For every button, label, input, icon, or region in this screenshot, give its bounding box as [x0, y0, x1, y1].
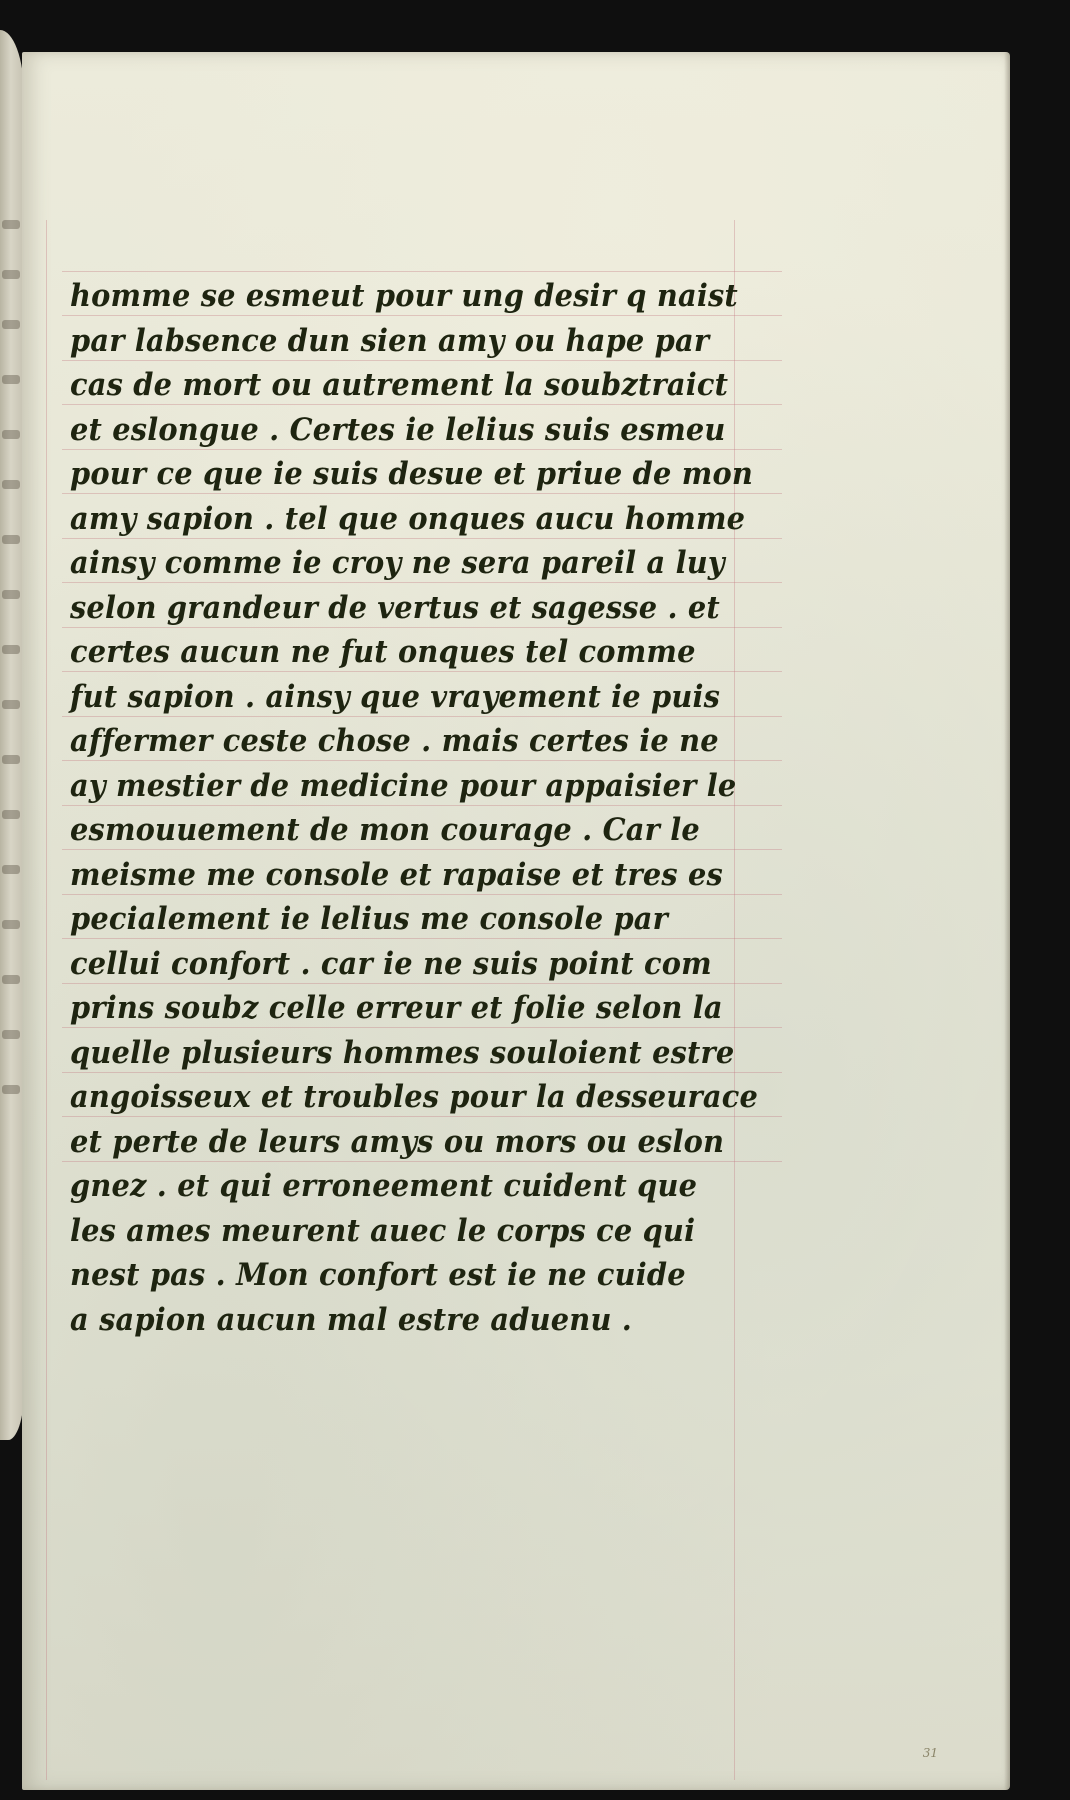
facing-text-fragment [2, 270, 20, 279]
facing-text-fragment [2, 1030, 20, 1039]
text-line: pour ce que ie suis desue et priue de mon [70, 456, 754, 492]
text-line: a sapion aucun mal estre aduenu . [70, 1301, 633, 1338]
text-line: selon grandeur de vertus et sagesse . et [70, 589, 720, 626]
facing-text-fragment [2, 320, 20, 329]
facing-text-fragment [2, 1085, 20, 1094]
facing-text-fragment [2, 700, 20, 709]
text-line: par labsence dun sien amy ou hape par [70, 322, 710, 359]
facing-text-fragment [2, 865, 20, 874]
ruling-line [62, 271, 782, 272]
text-line: certes aucun ne fut onques tel comme [70, 634, 696, 670]
text-line: gnez . et qui erroneement cuident que [70, 1168, 698, 1204]
page-edge-shadow [1004, 52, 1010, 1790]
text-line: nest pas . Mon confort est ie ne cuide [70, 1257, 686, 1293]
text-line: cellui confort . car ie ne suis point com [70, 945, 712, 982]
facing-text-fragment [2, 920, 20, 929]
facing-text-fragment [2, 430, 20, 439]
manuscript-page [22, 52, 1010, 1790]
facing-text-fragment [2, 975, 20, 984]
text-line: meisme me console et rapaise et tres es [70, 856, 723, 893]
text-line: pecialement ie lelius me console par [70, 901, 669, 937]
manuscript-text [70, 274, 770, 1342]
text-line: et perte de leurs amys ou mors ou eslon [70, 1123, 725, 1160]
text-line: cas de mort ou autrement la soubztraict [70, 367, 729, 403]
text-line: fut sapion . ainsy que vrayement ie puis [70, 678, 721, 715]
facing-text-fragment [2, 375, 20, 384]
facing-text-fragment [2, 535, 20, 544]
facing-text-fragment [2, 755, 20, 764]
text-line: homme se esmeut pour ung desir q naist [70, 278, 738, 314]
facing-text-fragment [2, 590, 20, 599]
facing-text-fragment [2, 220, 20, 229]
folio-number: 31 [922, 1746, 938, 1760]
facing-text-fragment [2, 480, 20, 489]
ruling-line-vertical [46, 220, 47, 1780]
text-line: ay mestier de medicine pour appaisier le [70, 767, 737, 804]
text-line: quelle plusieurs hommes souloient estre [70, 1034, 735, 1071]
facing-page-edge [0, 30, 24, 1440]
text-line: les ames meurent auec le corps ce qui [70, 1212, 696, 1249]
text-line: prins soubz celle erreur et folie selon la [70, 990, 723, 1026]
facing-text-fragment [2, 645, 20, 654]
text-line: angoisseux et troubles pour la desseurace [70, 1079, 758, 1115]
facing-text-fragment [2, 810, 20, 819]
text-line: ainsy comme ie croy ne sera pareil a luy [70, 545, 725, 581]
text-line: et eslongue . Certes ie lelius suis esmeu [70, 411, 726, 448]
text-line: affermer ceste chose . mais certes ie ne [70, 723, 719, 759]
text-line: amy sapion . tel que onques aucu homme [70, 500, 746, 537]
text-line: esmouuement de mon courage . Car le [70, 812, 700, 848]
